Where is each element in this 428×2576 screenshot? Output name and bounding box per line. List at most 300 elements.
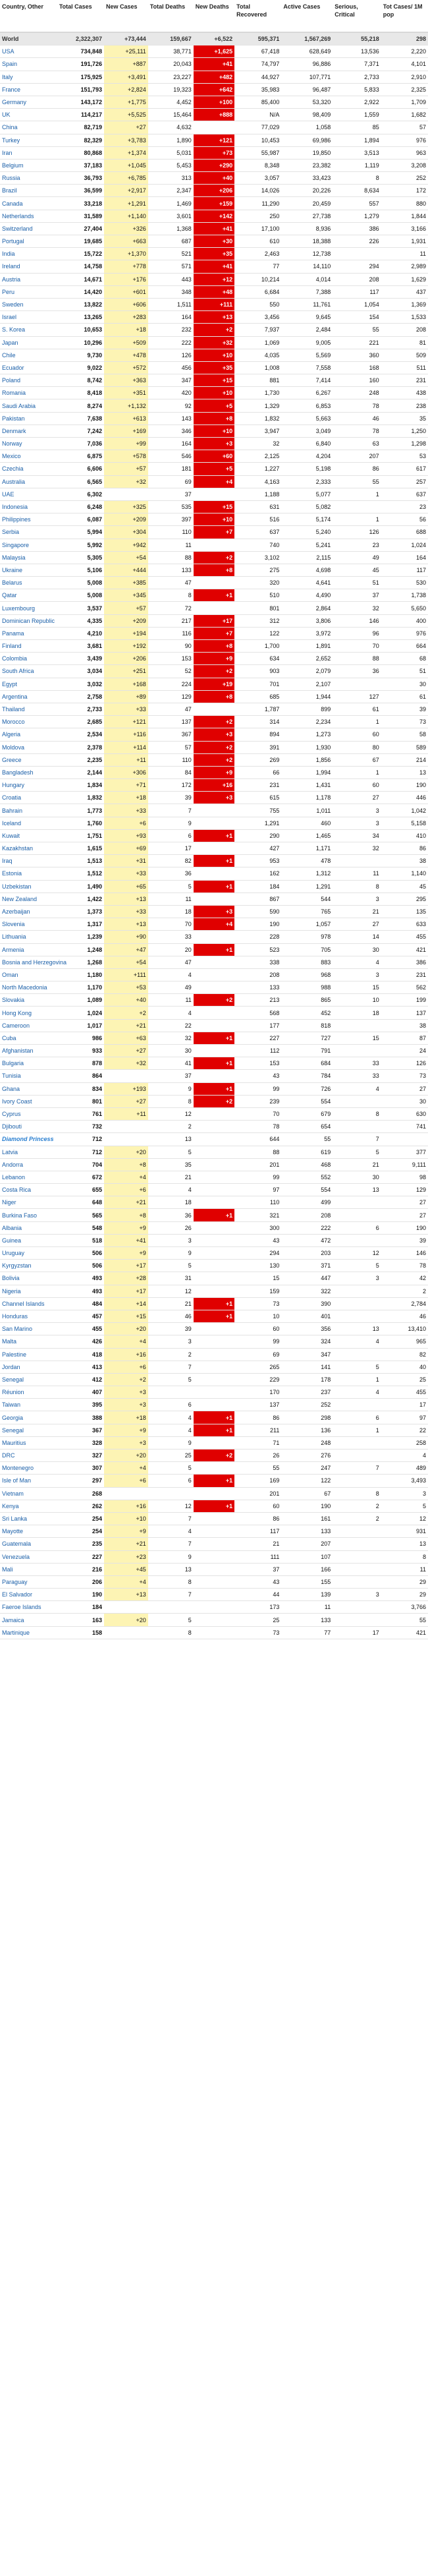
country-cell[interactable]: Turkey (0, 134, 57, 146)
country-cell[interactable]: Hong Kong (0, 1007, 57, 1019)
total-cases-cell: 672 (57, 1171, 104, 1183)
country-cell[interactable]: Lebanon (0, 1171, 57, 1183)
country-cell[interactable]: China (0, 121, 57, 134)
country-cell[interactable]: Australia (0, 475, 57, 488)
country-cell[interactable]: Argentina (0, 690, 57, 703)
country-cell[interactable]: Afghanistan (0, 1045, 57, 1057)
country-cell[interactable]: UK (0, 109, 57, 121)
country-cell[interactable]: Luxembourg (0, 602, 57, 614)
total-recovered-cell: 184 (234, 880, 281, 893)
serious-critical-cell: 1 (333, 1373, 381, 1386)
country-cell[interactable]: Philippines (0, 513, 57, 526)
country-cell[interactable]: Belgium (0, 159, 57, 171)
cases-per-million-cell: 58 (381, 728, 428, 741)
country-cell[interactable]: Peru (0, 285, 57, 298)
cases-per-million-cell: 39 (381, 703, 428, 715)
cases-per-million-cell: 4 (381, 1449, 428, 1462)
cases-per-million-cell: 4,101 (381, 58, 428, 71)
country-cell[interactable]: Bolivia (0, 1272, 57, 1285)
country-cell[interactable]: Greece (0, 753, 57, 766)
new-cases-cell: +283 (104, 311, 148, 324)
active-cases-cell: 203 (281, 1247, 333, 1260)
country-cell[interactable]: Denmark (0, 424, 57, 437)
country-cell[interactable]: Honduras (0, 1310, 57, 1322)
country-cell[interactable]: Ghana (0, 1082, 57, 1095)
country-cell[interactable]: Iceland (0, 817, 57, 829)
country-cell[interactable]: Oman (0, 968, 57, 981)
serious-critical-cell: 8 (333, 880, 381, 893)
cases-per-million-cell: 438 (381, 387, 428, 399)
table-row (0, 994, 428, 1007)
country-cell[interactable]: Burkina Faso (0, 1209, 57, 1221)
new-deaths-cell: +60 (194, 450, 234, 463)
country-cell[interactable]: Colombia (0, 653, 57, 665)
new-cases-cell: +33 (104, 703, 148, 715)
country-cell[interactable]: Niger (0, 1196, 57, 1209)
country-cell[interactable]: Georgia (0, 1411, 57, 1424)
total-deaths-cell: 1,511 (148, 298, 194, 310)
serious-critical-cell (333, 855, 381, 867)
serious-critical-cell: 4 (333, 1082, 381, 1095)
serious-critical-cell: 3 (333, 1272, 381, 1285)
serious-critical-cell: 86 (333, 463, 381, 475)
total-recovered-cell: 35,983 (234, 83, 281, 96)
serious-critical-cell: 154 (333, 311, 381, 324)
cases-per-million-cell: 410 (381, 829, 428, 842)
country-cell[interactable]: Guatemala (0, 1538, 57, 1550)
country-cell[interactable]: Cuba (0, 1032, 57, 1044)
cases-per-million-cell: 562 (381, 981, 428, 994)
table-row (0, 829, 428, 842)
table-row (0, 1487, 428, 1500)
country-cell[interactable]: Isle of Man (0, 1475, 57, 1487)
header-serious-critical[interactable]: Serious, Critical (333, 0, 381, 32)
country-cell[interactable]: Ivory Coast (0, 1095, 57, 1107)
total-deaths-cell: 443 (148, 273, 194, 285)
country-cell[interactable]: USA (0, 45, 57, 58)
serious-critical-cell: 208 (333, 273, 381, 285)
country-cell[interactable]: Ecuador (0, 361, 57, 374)
total-cases-cell: 413 (57, 1361, 104, 1373)
header-total-cases[interactable]: Total Cases (57, 0, 104, 32)
country-cell[interactable]: Portugal (0, 235, 57, 248)
header-country[interactable]: Country, Other (0, 0, 57, 32)
total-recovered-cell: 568 (234, 1007, 281, 1019)
country-cell[interactable]: Egypt (0, 678, 57, 690)
country-cell[interactable]: Albania (0, 1221, 57, 1234)
country-cell[interactable]: Brazil (0, 185, 57, 197)
cases-per-million-cell: 164 (381, 551, 428, 564)
new-cases-cell: +326 (104, 222, 148, 235)
country-cell[interactable]: Spain (0, 58, 57, 71)
country-cell[interactable]: Dominican Republic (0, 614, 57, 627)
country-cell[interactable]: Switzerland (0, 222, 57, 235)
country-cell[interactable]: Serbia (0, 526, 57, 539)
new-cases-cell: +13 (104, 893, 148, 905)
country-cell[interactable]: El Salvador (0, 1589, 57, 1601)
country-cell[interactable]: Finland (0, 640, 57, 653)
country-cell[interactable]: Venezuela (0, 1550, 57, 1563)
country-cell[interactable]: Nigeria (0, 1285, 57, 1297)
country-cell[interactable]: Belarus (0, 577, 57, 589)
cases-per-million-cell: 9,111 (381, 1158, 428, 1171)
new-cases-cell: +73,444 (104, 32, 148, 45)
header-new-deaths[interactable]: New Deaths (194, 0, 234, 32)
total-cases-cell: 2,534 (57, 728, 104, 741)
total-deaths-cell (148, 1601, 194, 1614)
country-cell[interactable]: DRC (0, 1449, 57, 1462)
new-deaths-cell: +5 (194, 399, 234, 412)
total-cases-cell: 8,742 (57, 374, 104, 387)
serious-critical-cell: 127 (333, 690, 381, 703)
total-cases-cell: 493 (57, 1272, 104, 1285)
cases-per-million-cell: 13 (381, 1538, 428, 1550)
table-row (0, 1589, 428, 1601)
total-recovered-cell: 44,927 (234, 71, 281, 83)
country-cell[interactable]: Djibouti (0, 1121, 57, 1133)
country-cell[interactable]: Panama (0, 627, 57, 639)
total-cases-cell: 493 (57, 1285, 104, 1297)
new-deaths-cell (194, 1525, 234, 1538)
total-cases-cell: 3,034 (57, 665, 104, 678)
table-row (0, 399, 428, 412)
country-cell[interactable]: North Macedonia (0, 981, 57, 994)
total-recovered-cell: 314 (234, 716, 281, 728)
new-deaths-cell: +4 (194, 475, 234, 488)
table-row (0, 1323, 428, 1335)
country-cell[interactable]: Uzbekistan (0, 880, 57, 893)
country-cell[interactable]: Mali (0, 1563, 57, 1575)
total-deaths-cell: 2 (148, 1348, 194, 1361)
country-cell[interactable]: Lithuania (0, 931, 57, 943)
country-cell[interactable]: Faeroe Islands (0, 1601, 57, 1614)
header-active-cases[interactable]: Active Cases (281, 0, 333, 32)
total-deaths-cell: 137 (148, 716, 194, 728)
total-deaths-cell: 11 (148, 893, 194, 905)
new-deaths-cell: +1 (194, 1297, 234, 1310)
total-cases-cell: 8,274 (57, 399, 104, 412)
active-cases-cell: 1,567,269 (281, 32, 333, 45)
total-deaths-cell: 5 (148, 1614, 194, 1626)
country-cell[interactable]: Kuwait (0, 829, 57, 842)
cases-per-million-cell: 87 (381, 1032, 428, 1044)
country-cell[interactable]: Diamond Princess (0, 1133, 57, 1146)
total-recovered-cell: 112 (234, 1045, 281, 1057)
total-recovered-cell: 26 (234, 1449, 281, 1462)
serious-critical-cell: 23 (333, 539, 381, 551)
total-deaths-cell: 17 (148, 842, 194, 855)
country-cell[interactable]: Montenegro (0, 1462, 57, 1475)
new-deaths-cell: +1 (194, 1310, 234, 1322)
total-recovered-cell: 801 (234, 602, 281, 614)
country-cell[interactable]: Algeria (0, 728, 57, 741)
country-cell[interactable]: Bahrain (0, 804, 57, 817)
country-cell[interactable]: Czechia (0, 463, 57, 475)
country-cell[interactable]: Latvia (0, 1146, 57, 1158)
country-cell[interactable]: Chile (0, 349, 57, 361)
active-cases-cell: 207 (281, 1538, 333, 1550)
total-deaths-cell: 420 (148, 387, 194, 399)
new-deaths-cell: +1 (194, 1475, 234, 1487)
country-cell[interactable]: Qatar (0, 589, 57, 602)
active-cases-cell: 27,738 (281, 210, 333, 222)
country-cell[interactable]: Moldova (0, 741, 57, 753)
serious-critical-cell: 30 (333, 1171, 381, 1183)
active-cases-cell: 4,698 (281, 564, 333, 576)
total-cases-cell: 1,373 (57, 905, 104, 918)
country-cell[interactable]: Hungary (0, 779, 57, 792)
header-total-recovered[interactable]: Total Recovered (234, 0, 281, 32)
active-cases-cell: 2,333 (281, 475, 333, 488)
active-cases-cell: 705 (281, 943, 333, 956)
country-cell[interactable]: Senegal (0, 1424, 57, 1436)
country-cell[interactable]: Kenya (0, 1500, 57, 1512)
country-cell[interactable]: Bangladesh (0, 766, 57, 778)
new-deaths-cell: +1 (194, 880, 234, 893)
new-deaths-cell (194, 577, 234, 589)
active-cases-cell: 252 (281, 1399, 333, 1411)
country-cell[interactable]: Indonesia (0, 500, 57, 513)
total-deaths-cell: 18 (148, 1196, 194, 1209)
new-deaths-cell (194, 1361, 234, 1373)
active-cases-cell: 19,850 (281, 146, 333, 159)
new-deaths-cell: +642 (194, 83, 234, 96)
country-cell[interactable]: Jordan (0, 1361, 57, 1373)
new-cases-cell: +89 (104, 690, 148, 703)
active-cases-cell: 6,840 (281, 438, 333, 450)
new-cases-cell: +9 (104, 1424, 148, 1436)
total-deaths-cell: 9 (148, 817, 194, 829)
serious-critical-cell: 96 (333, 627, 381, 639)
country-cell[interactable]: Sweden (0, 298, 57, 310)
new-deaths-cell (194, 1045, 234, 1057)
country-cell[interactable]: Bosnia and Herzegovina (0, 956, 57, 968)
new-deaths-cell: +121 (194, 134, 234, 146)
country-cell[interactable]: Israel (0, 311, 57, 324)
country-cell[interactable]: France (0, 83, 57, 96)
active-cases-cell: 2,864 (281, 602, 333, 614)
country-cell[interactable]: San Marino (0, 1323, 57, 1335)
new-deaths-cell (194, 1399, 234, 1411)
country-cell[interactable]: Cameroon (0, 1019, 57, 1032)
total-recovered-cell: 6,684 (234, 285, 281, 298)
country-cell[interactable]: Channel Islands (0, 1297, 57, 1310)
total-deaths-cell: 41 (148, 1057, 194, 1070)
serious-critical-cell: 7 (333, 1133, 381, 1146)
total-cases-cell: 3,537 (57, 602, 104, 614)
total-recovered-cell: 173 (234, 1601, 281, 1614)
new-cases-cell: +363 (104, 374, 148, 387)
total-deaths-cell: 49 (148, 981, 194, 994)
total-recovered-cell: 701 (234, 678, 281, 690)
new-cases-cell: +14 (104, 1297, 148, 1310)
country-cell[interactable]: Austria (0, 273, 57, 285)
new-cases-cell: +2 (104, 1007, 148, 1019)
country-cell[interactable]: Martinique (0, 1626, 57, 1639)
active-cases-cell: 11 (281, 1601, 333, 1614)
country-cell[interactable]: Paraguay (0, 1575, 57, 1588)
country-cell[interactable]: Ukraine (0, 564, 57, 576)
country-cell[interactable]: Armenia (0, 943, 57, 956)
cases-per-million-cell: 172 (381, 185, 428, 197)
country-cell[interactable]: New Zealand (0, 893, 57, 905)
country-cell[interactable]: Slovenia (0, 918, 57, 931)
total-recovered-cell: 615 (234, 792, 281, 804)
cases-per-million-cell: 73 (381, 716, 428, 728)
total-cases-cell: 254 (57, 1525, 104, 1538)
country-cell[interactable]: Russia (0, 172, 57, 185)
total-deaths-cell: 35 (148, 1158, 194, 1171)
total-deaths-cell: 3,601 (148, 210, 194, 222)
new-deaths-cell (194, 1538, 234, 1550)
total-deaths-cell: 347 (148, 374, 194, 387)
new-deaths-cell: +1 (194, 1057, 234, 1070)
country-cell[interactable]: Bulgaria (0, 1057, 57, 1070)
new-deaths-cell (194, 1121, 234, 1133)
country-cell[interactable]: S. Korea (0, 324, 57, 336)
cases-per-million-cell: 231 (381, 374, 428, 387)
serious-critical-cell: 55 (333, 475, 381, 488)
country-cell[interactable]: Canada (0, 197, 57, 210)
country-cell[interactable]: Malaysia (0, 551, 57, 564)
serious-critical-cell (333, 1285, 381, 1297)
active-cases-cell: 4,490 (281, 589, 333, 602)
country-cell[interactable]: Ireland (0, 260, 57, 273)
total-recovered-cell: 201 (234, 1158, 281, 1171)
country-cell[interactable]: India (0, 248, 57, 260)
country-cell[interactable]: Palestine (0, 1348, 57, 1361)
new-deaths-cell: +19 (194, 678, 234, 690)
new-cases-cell: +6 (104, 1184, 148, 1196)
country-cell[interactable]: Mauritius (0, 1436, 57, 1449)
country-cell[interactable]: Slovakia (0, 994, 57, 1007)
country-cell[interactable]: Tunisia (0, 1070, 57, 1082)
country-cell[interactable]: Vietnam (0, 1487, 57, 1500)
total-cases-cell: 1,751 (57, 829, 104, 842)
table-row (0, 728, 428, 741)
country-cell[interactable]: Japan (0, 336, 57, 349)
country-cell[interactable]: Uruguay (0, 1247, 57, 1260)
header-cases-per-million[interactable]: Tot Cases/ 1M pop (381, 0, 428, 32)
country-cell[interactable]: Singapore (0, 539, 57, 551)
country-cell[interactable]: Netherlands (0, 210, 57, 222)
serious-critical-cell: 30 (333, 943, 381, 956)
country-cell[interactable]: South Africa (0, 665, 57, 678)
table-row (0, 324, 428, 336)
new-deaths-cell: +8 (194, 640, 234, 653)
country-cell[interactable]: Kyrgyzstan (0, 1260, 57, 1272)
table-row (0, 146, 428, 159)
country-cell[interactable]: Réunion (0, 1386, 57, 1399)
active-cases-cell: 69,986 (281, 134, 333, 146)
country-cell[interactable]: Thailand (0, 703, 57, 715)
country-cell[interactable]: Guinea (0, 1234, 57, 1246)
cases-per-million-cell: 1,629 (381, 273, 428, 285)
total-cases-cell: 235 (57, 1538, 104, 1550)
country-cell[interactable]: Costa Rica (0, 1184, 57, 1196)
total-recovered-cell: 213 (234, 994, 281, 1007)
active-cases-cell: 9,005 (281, 336, 333, 349)
total-recovered-cell: 427 (234, 842, 281, 855)
total-recovered-cell: 73 (234, 1297, 281, 1310)
serious-critical-cell: 5,833 (333, 83, 381, 96)
active-cases-cell: 4,014 (281, 273, 333, 285)
total-cases-cell: 395 (57, 1399, 104, 1411)
country-cell[interactable]: Taiwan (0, 1399, 57, 1411)
country-cell[interactable]: Morocco (0, 716, 57, 728)
country-cell[interactable]: Malta (0, 1335, 57, 1348)
cases-per-million-cell: 238 (381, 399, 428, 412)
country-cell[interactable]: Iran (0, 146, 57, 159)
cases-per-million-cell: 146 (381, 1247, 428, 1260)
active-cases-cell: 1,058 (281, 121, 333, 134)
country-cell[interactable]: Italy (0, 71, 57, 83)
serious-critical-cell (333, 1209, 381, 1221)
new-cases-cell: +13 (104, 918, 148, 931)
new-cases-cell: +444 (104, 564, 148, 576)
cases-per-million-cell: 24 (381, 1045, 428, 1057)
country-cell[interactable]: Poland (0, 374, 57, 387)
country-cell[interactable]: Saudi Arabia (0, 399, 57, 412)
country-cell[interactable]: Azerbaijan (0, 905, 57, 918)
table-row (0, 96, 428, 108)
country-cell[interactable]: Cyprus (0, 1107, 57, 1120)
active-cases-cell: 1,178 (281, 792, 333, 804)
country-cell[interactable]: Estonia (0, 867, 57, 880)
serious-critical-cell: 49 (333, 551, 381, 564)
total-recovered-cell: 265 (234, 1361, 281, 1373)
country-cell[interactable]: Andorra (0, 1158, 57, 1171)
serious-critical-cell: 17 (333, 1626, 381, 1639)
table-row (0, 1070, 428, 1082)
cases-per-million-cell: 38 (381, 855, 428, 867)
country-cell[interactable]: Kazakhstan (0, 842, 57, 855)
country-cell[interactable]: Mexico (0, 450, 57, 463)
country-cell[interactable]: Jamaica (0, 1614, 57, 1626)
cases-per-million-cell: 5,650 (381, 602, 428, 614)
cases-per-million-cell: 55 (381, 1614, 428, 1626)
total-recovered-cell: 590 (234, 905, 281, 918)
new-deaths-cell: +1,625 (194, 45, 234, 58)
country-cell[interactable]: UAE (0, 488, 57, 500)
total-deaths-cell: 4 (148, 1424, 194, 1436)
country-cell[interactable]: Senegal (0, 1373, 57, 1386)
cases-per-million-cell: 1,931 (381, 235, 428, 248)
country-cell[interactable]: Iraq (0, 855, 57, 867)
table-row (0, 678, 428, 690)
country-cell[interactable]: Romania (0, 387, 57, 399)
total-cases-cell: 1,024 (57, 1007, 104, 1019)
total-cases-cell: 163 (57, 1614, 104, 1626)
country-cell[interactable]: Germany (0, 96, 57, 108)
active-cases-cell: 765 (281, 905, 333, 918)
country-cell[interactable]: Norway (0, 438, 57, 450)
cases-per-million-cell: 11 (381, 248, 428, 260)
active-cases-cell: 33,423 (281, 172, 333, 185)
serious-critical-cell (333, 1310, 381, 1322)
cases-per-million-cell: 17 (381, 1399, 428, 1411)
country-cell[interactable]: Sri Lanka (0, 1512, 57, 1525)
country-cell[interactable]: Pakistan (0, 412, 57, 424)
country-cell[interactable]: Croatia (0, 792, 57, 804)
total-deaths-cell: 7 (148, 804, 194, 817)
cases-per-million-cell: 511 (381, 361, 428, 374)
header-new-cases[interactable]: New Cases (104, 0, 148, 32)
serious-critical-cell (333, 1019, 381, 1032)
header-total-deaths[interactable]: Total Deaths (148, 0, 194, 32)
country-cell[interactable]: Mayotte (0, 1525, 57, 1538)
active-cases-cell: 141 (281, 1361, 333, 1373)
